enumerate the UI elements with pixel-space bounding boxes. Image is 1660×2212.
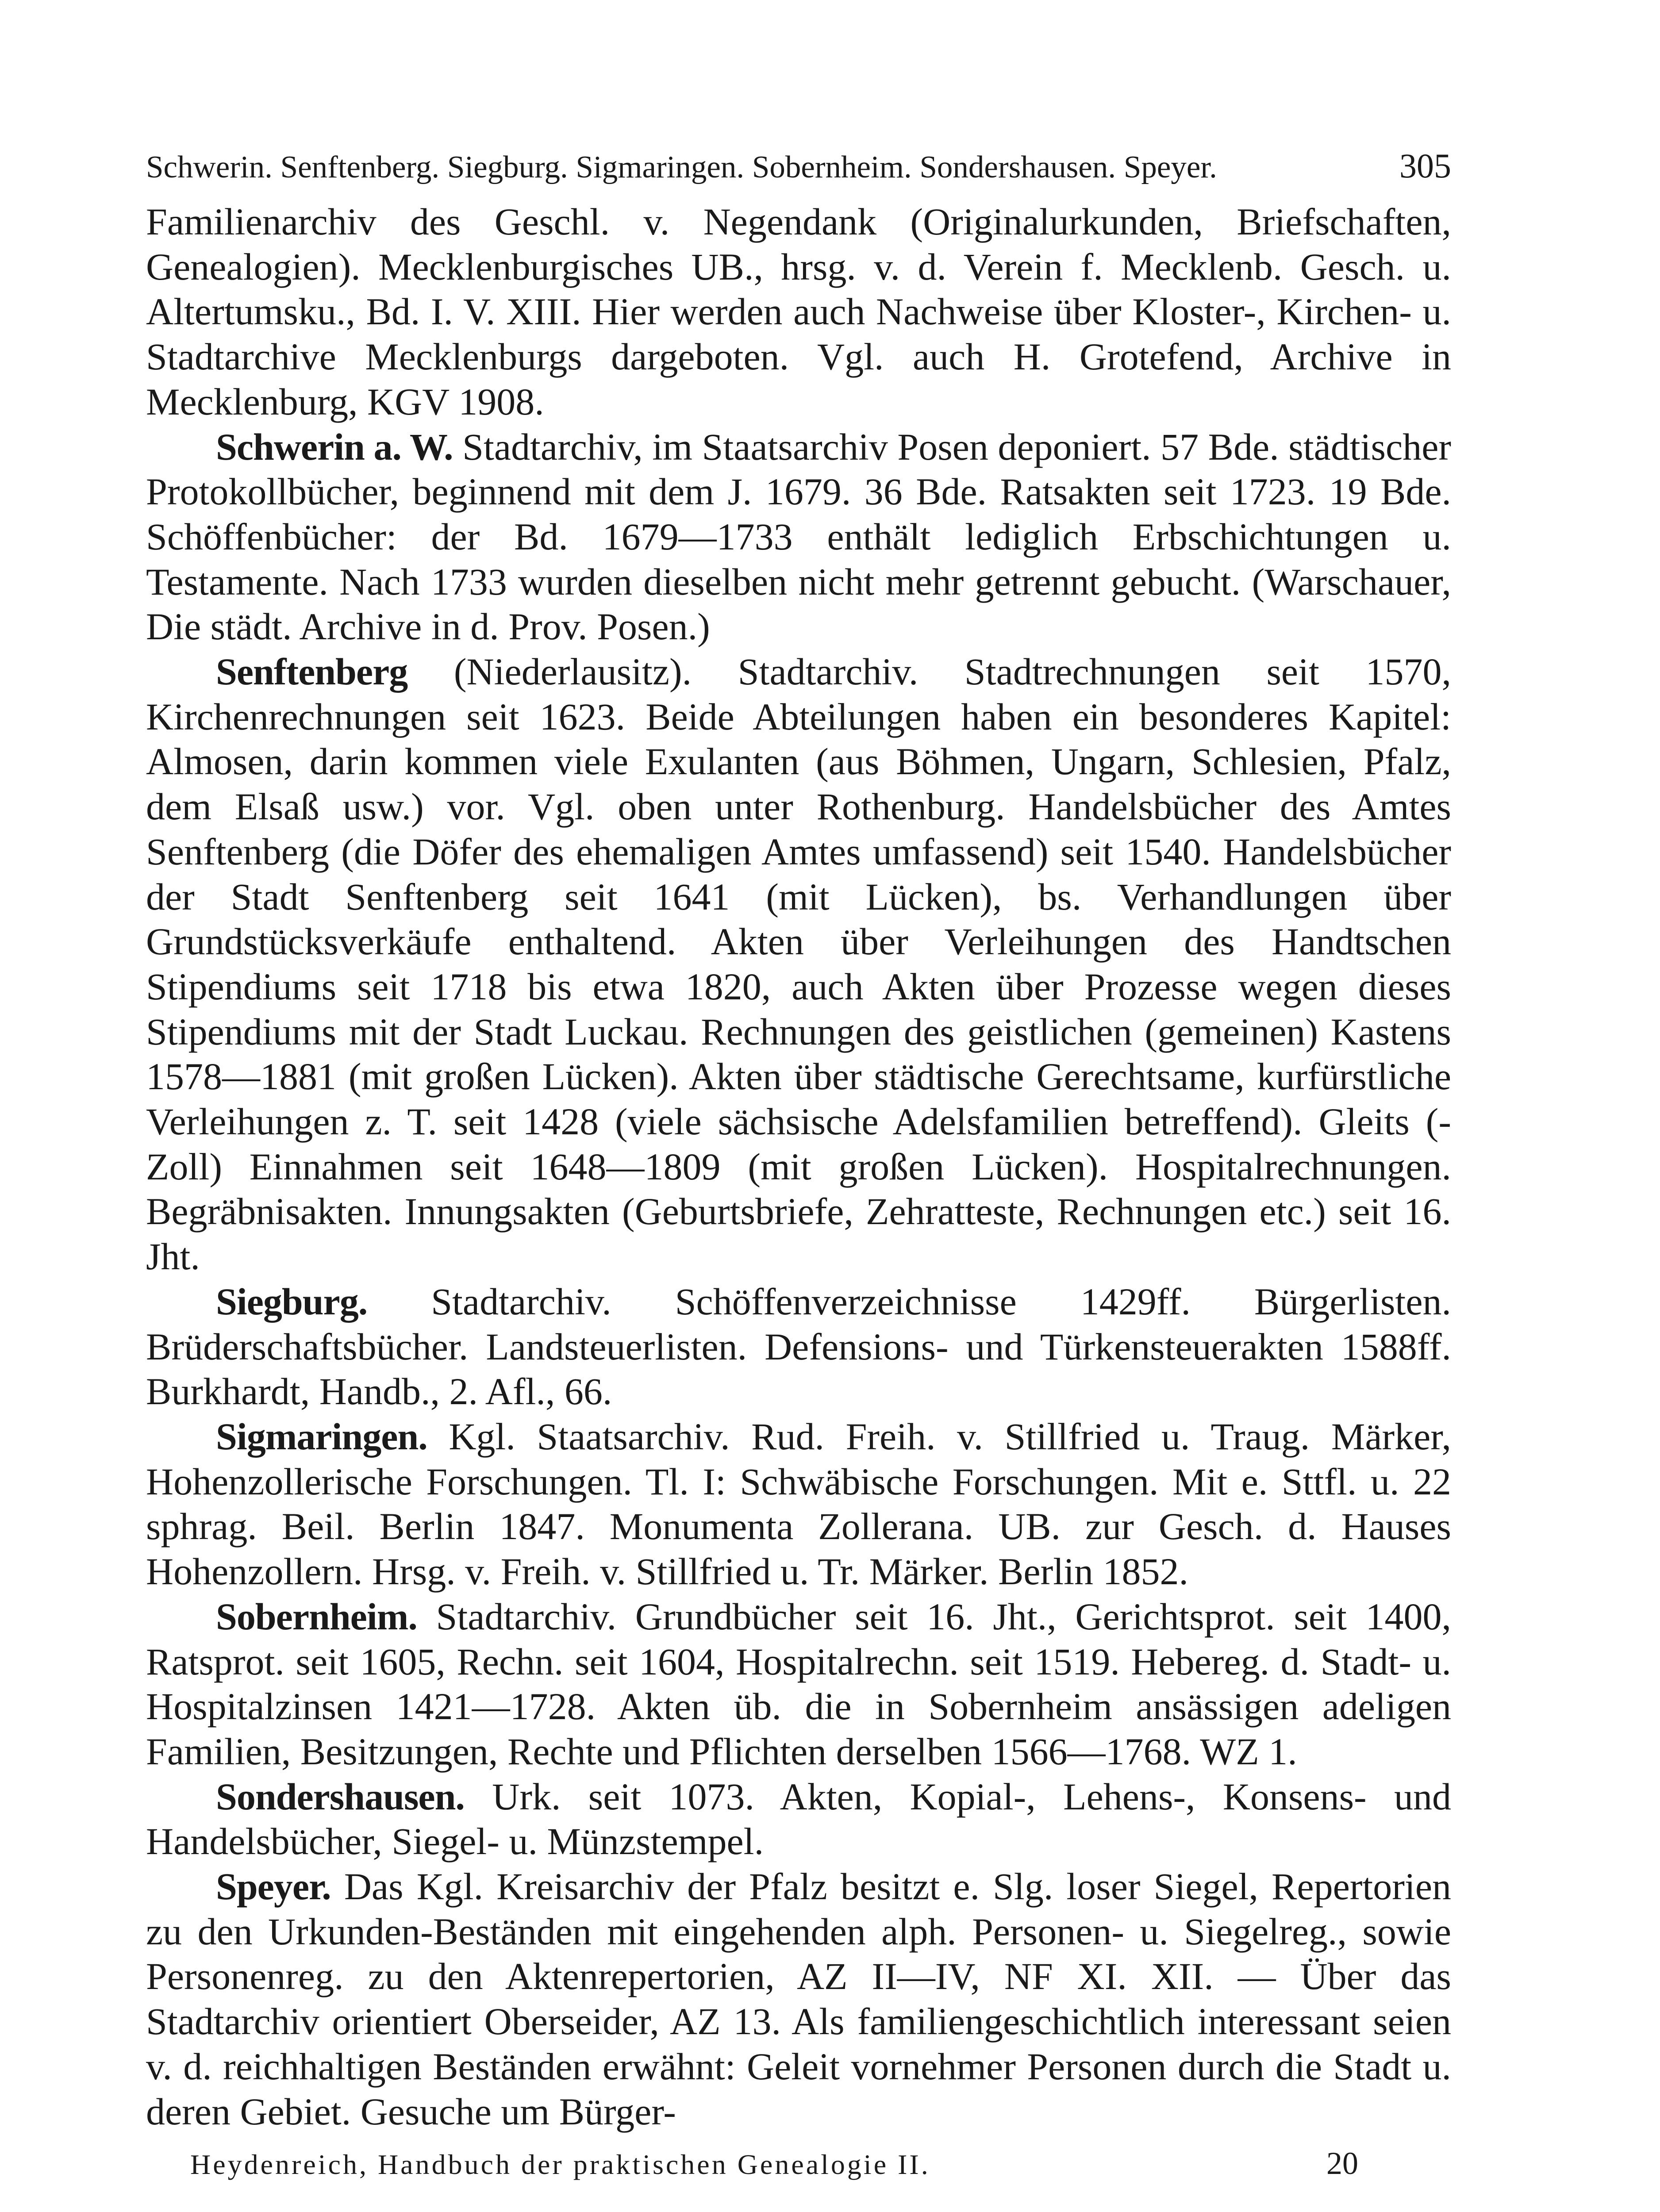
entry-text: Stadtarchiv. Schöffenverzeichnisse 1429ff. Bürgerlisten. Brüderschaftsbücher. Landsteuerlisten. Defensions- und Türkensteuerakten 1588ff. Burkhardt, Handb., 2. Afl., 66. xyxy=(146,1280,1451,1413)
entry-text: Kgl. Staatsarchiv. Rud. Freih. v. Stillfried u. Traug. Märker, Hohenzollerische Forschungen. Tl. I: Schwäbische Forschungen. Mit e. Sttfl. u. 22 sphrag. Beil. Berlin 1847. Monumenta Zollerana. UB. zur Gesch. d. Hauses Hohenzollern. Hrsg. v. Freih. v. Stillfried u. Tr. Märker. Berlin 1852. xyxy=(146,1415,1451,1593)
page-footer xyxy=(190,2146,1358,2182)
entry-title: Sigmaringen. xyxy=(216,1415,427,1458)
book-page xyxy=(146,146,1451,2212)
entry-title: Sondershausen. xyxy=(216,1775,465,1818)
entry-text: Das Kgl. Kreisarchiv der Pfalz besitzt e. Slg. loser Siegel, Repertorien zu den Urkunden-Beständen mit eingehenden alph. Personen- u. Siegelreg., sowie Personenreg. zu den Aktenrepertorien, AZ II—IV, NF XI. XII. — Über das Stadtarchiv orientiert Oberseider, AZ 13. Als familiengeschichtlich interessant seien v. d. reichhaltigen Beständen erwähnt: Geleit vornehmer Personen durch die Stadt u. deren Gebiet. Gesuche um Bürger- xyxy=(146,1865,1451,2133)
entry-continuation xyxy=(146,200,1451,425)
entry-text: (Niederlausitz). Stadtarchiv. Stadtrechnungen seit 1570, Kirchenrechnungen seit 1623. Beide Abteilungen haben ein besonderes Kapitel: Almosen, darin kommen viele Exulanten (aus Böhmen, Ungarn, Schlesien, Pfalz, dem Elsaß usw.) vor. Vgl. oben unter Rothenburg. Handelsbücher des Amtes Senftenberg (die Döfer des ehemaligen Amtes umfassend) seit 1540. Handelsbücher der Stadt Senftenberg seit 1641 (mit Lücken), bs. Verhandlungen über Grundstücksverkäufe enthaltend. Akten über Verleihungen des Handtschen Stipendiums seit 1718 bis etwa 1820, auch Akten über Prozesse wegen dieses Stipendiums mit der Stadt Luckau. Rechnungen des geistlichen (gemeinen) Kastens 1578—1881 (mit großen Lücken). Akten über städtische Gerechtsame, kurfürstliche Verleihungen z. T. seit 1428 (viele sächsische Adelsfamilien betreffend). Gleits (-Zoll) Einnahmen seit 1648—1809 (mit großen Lücken). Hospitalrechnungen. Begräbnisakten. Innungsakten (Geburtsbriefe, Zehratteste, Rechnungen etc.) seit 16. Jht. xyxy=(146,650,1451,1278)
entry-text: Stadtarchiv, im Staatsarchiv Posen deponiert. 57 Bde. städtischer Protokollbücher, beginnend mit dem J. 1679. 36 Bde. Ratsakten seit 1723. 19 Bde. Schöffenbücher: der Bd. 1679—1733 enthält lediglich Erbschichtungen u. Testamente. Nach 1733 wurden dieselben nicht mehr getrennt gebucht. (Warschauer, Die städt. Archive in d. Prov. Posen.) xyxy=(146,425,1452,648)
running-head xyxy=(146,146,1451,187)
entry-sondershausen xyxy=(146,1774,1451,1864)
footer-sheet-number: 20 xyxy=(1326,2146,1358,2181)
entry-text: Stadtarchiv. Grundbücher seit 16. Jht., Gerichtsprot. seit 1400, Ratsprot. seit 1605, Rechn. seit 1604, Hospitalrechn. seit 1519. Hebereg. d. Stadt- u. Hospitalzinsen 1421—1728. Akten üb. die in Sobernheim ansässigen adeligen Familien, Besitzungen, Rechte und Pflichten derselben 1566—1768. WZ 1. xyxy=(146,1595,1451,1773)
entry-title: Sobernheim. xyxy=(216,1595,417,1638)
entry-siegburg xyxy=(146,1279,1451,1414)
entry-title: Schwerin a. W. xyxy=(216,425,453,468)
footer-book-title: Heydenreich, Handbuch der praktischen Genealogie II. xyxy=(190,2149,930,2180)
entry-text: Urk. seit 1073. Akten, Kopial-, Lehens-, Konsens- und Handelsbücher, Siegel- u. Münzstempel. xyxy=(146,1775,1452,1863)
entry-speyer xyxy=(146,1864,1451,2134)
entry-text: Familienarchiv des Geschl. v. Negendank (Originalurkunden, Briefschaften, Genealogien). Mecklenburgisches UB., hrsg. v. d. Verein f. Mecklenb. Gesch. u. Altertumsku., Bd. I. V. XIII. Hier werden auch Nachweise über Kloster-, Kirchen- u. Stadtarchive Mecklenburgs dargeboten. Vgl. auch H. Grotefend, Archive in Mecklenburg, KGV 1908. xyxy=(146,200,1451,423)
entry-title: Siegburg. xyxy=(216,1280,368,1323)
running-title: Schwerin. Senftenberg. Siegburg. Sigmaringen. Sobernheim. Sondershausen. Speyer. xyxy=(146,150,1217,184)
entry-senftenberg xyxy=(146,649,1451,1279)
entry-title: Speyer. xyxy=(216,1865,331,1908)
entry-sigmaringen xyxy=(146,1414,1451,1594)
page-number: 305 xyxy=(1399,146,1451,185)
page-body xyxy=(146,200,1451,2134)
entry-schwerin xyxy=(146,425,1451,650)
entry-sobernheim xyxy=(146,1594,1451,1774)
entry-title: Senftenberg xyxy=(216,650,408,693)
